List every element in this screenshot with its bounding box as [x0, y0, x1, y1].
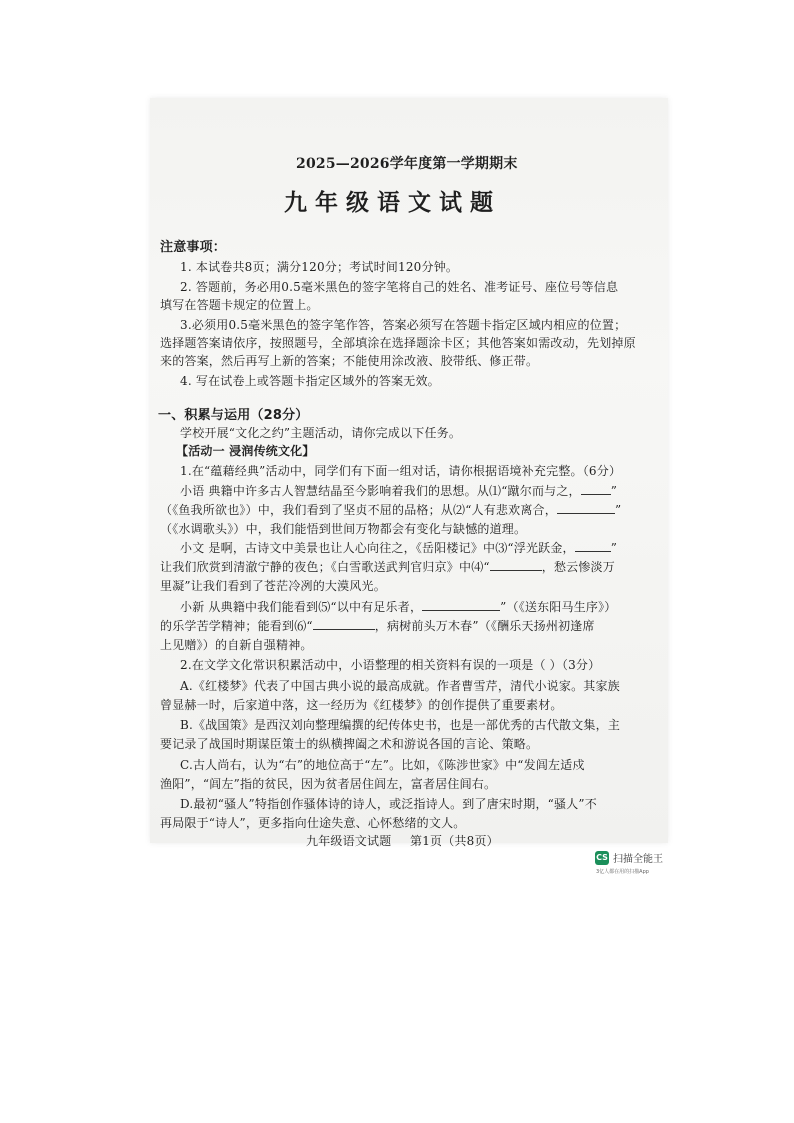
question-line: 上见赠》）的自新自强精神。 — [160, 638, 313, 652]
text: ” — [610, 541, 618, 555]
text: 小文 是啊，古诗文中美景也让人心向往之，《岳阳楼记》中⑶“浮光跃金， — [180, 541, 575, 555]
answer-blank[interactable] — [313, 617, 375, 630]
option-c: C.古人尚右，认为“右”的地位高于“左”。比如，《陈涉世家》中“发闾左适戍 — [180, 758, 585, 772]
exam-term: 2025—2026学年度第一学期期末 — [296, 156, 518, 172]
note-line: 4. 写在试卷上或答题卡指定区域外的答案无效。 — [180, 374, 440, 388]
question-stem: 1.在“蕴藉经典”活动中，同学们有下面一组对话，请你根据语境补充完整。（6分） — [180, 464, 622, 478]
option-b: B.《战国策》是西汉刘向整理编撰的纪传体史书，也是一部优秀的古代散文集，主 — [180, 718, 621, 732]
section-intro: 学校开展“文化之约”主题活动，请你完成以下任务。 — [180, 426, 462, 440]
note-line: 选择题答案请依序，按照题号，全部填涂在选择题涂卡区；其他答案如需改动，先划掉原 — [160, 336, 636, 350]
scanner-badge-icon: CS — [595, 851, 609, 865]
footer-page-number: 第1页（共8页） — [410, 834, 499, 848]
note-line: 3.必须用0.5毫米黑色的签字笔作答，答案必须写在答题卡指定区域内相应的位置； — [180, 318, 627, 332]
scanner-tagline: 3亿人都在用的扫描App — [596, 869, 649, 875]
answer-blank[interactable] — [581, 482, 611, 495]
text: ” — [614, 503, 622, 517]
answer-blank[interactable] — [575, 539, 611, 552]
question-line: （《水调歌头》）中，我们能悟到世间万物都会有变化与缺憾的道理。 — [160, 522, 527, 536]
text: ，愁云惨淡万 — [541, 560, 615, 574]
text: ，病树前头万木春”（《酬乐天扬州初逢席 — [374, 619, 595, 633]
option-a-cont: 曾显赫一时，后家道中落，这一经历为《红楼梦》的创作提供了重要素材。 — [160, 698, 563, 712]
question-stem: 2.在文学文化常识积累活动中，小语整理的相关资料有误的一项是（ ）（3分） — [180, 658, 601, 672]
option-a: A.《红楼梦》代表了中国古典小说的最高成就。作者曹雪芹，清代小说家。其家族 — [180, 679, 620, 693]
section-title: 一、积累与运用（28分） — [158, 408, 309, 423]
activity-heading: 【活动一 浸润传统文化】 — [176, 444, 315, 458]
question-line — [160, 501, 621, 518]
text: 的乐学苦学精神；能看到⑹“ — [160, 619, 313, 633]
question-line — [180, 598, 617, 615]
option-d-cont: 再局限于“诗人”，更多指向仕途失意、心怀愁绪的文人。 — [160, 816, 466, 830]
note-line: 来的答案，然后再写上新的答案；不能使用涂改液、胶带纸、修正带。 — [160, 354, 539, 368]
footer-subject: 九年级语文试题 — [306, 834, 392, 848]
question-line — [160, 558, 615, 575]
scanner-logo — [595, 850, 663, 865]
text: ” — [610, 484, 618, 498]
text: 让我们欣赏到清澈宁静的夜色；《白雪歌送武判官归京》中⑷“ — [160, 560, 490, 574]
note-line: 填写在答题卡规定的位置上。 — [160, 298, 319, 312]
question-line: 里凝”让我们看到了苍茫冷冽的大漠风光。 — [160, 579, 386, 593]
scanner-name: 扫描全能王 — [613, 854, 663, 865]
text: 小语 典籍中许多古人智慧结晶至今影响着我们的思想。从⑴“蹴尔而与之， — [180, 484, 581, 498]
option-d: D.最初“骚人”特指创作骚体诗的诗人，或泛指诗人。到了唐宋时期，“骚人”不 — [180, 797, 597, 811]
answer-blank[interactable] — [422, 598, 500, 611]
exam-title: 九年级语文试题 — [284, 189, 501, 216]
notes-heading: 注意事项： — [160, 240, 227, 255]
option-b-cont: 要记录了战国时期谋臣策士的纵横捭阖之术和游说各国的言论、策略。 — [160, 737, 539, 751]
answer-blank[interactable] — [490, 558, 542, 571]
note-line: 1. 本试卷共8页；满分120分；考试时间120分钟。 — [180, 260, 459, 274]
question-line — [160, 617, 595, 634]
text: （《鱼我所欲也》）中，我们看到了坚贞不屈的品格；从⑵“人有悲欢离合， — [160, 503, 557, 517]
text: ”（《送东阳马生序》） — [500, 600, 617, 614]
note-line: 2. 答题前，务必用0.5毫米黑色的签字笔将自己的姓名、准考证号、座位号等信息 — [180, 280, 619, 294]
text: 小新 从典籍中我们能看到⑸“以中有足乐者， — [180, 600, 423, 614]
question-line — [180, 482, 617, 499]
option-c-cont: 渔阳”，“闾左”指的贫民，因为贫者居住闾左，富者居住闾右。 — [160, 777, 497, 791]
question-line — [180, 539, 617, 556]
answer-blank[interactable] — [557, 501, 615, 514]
